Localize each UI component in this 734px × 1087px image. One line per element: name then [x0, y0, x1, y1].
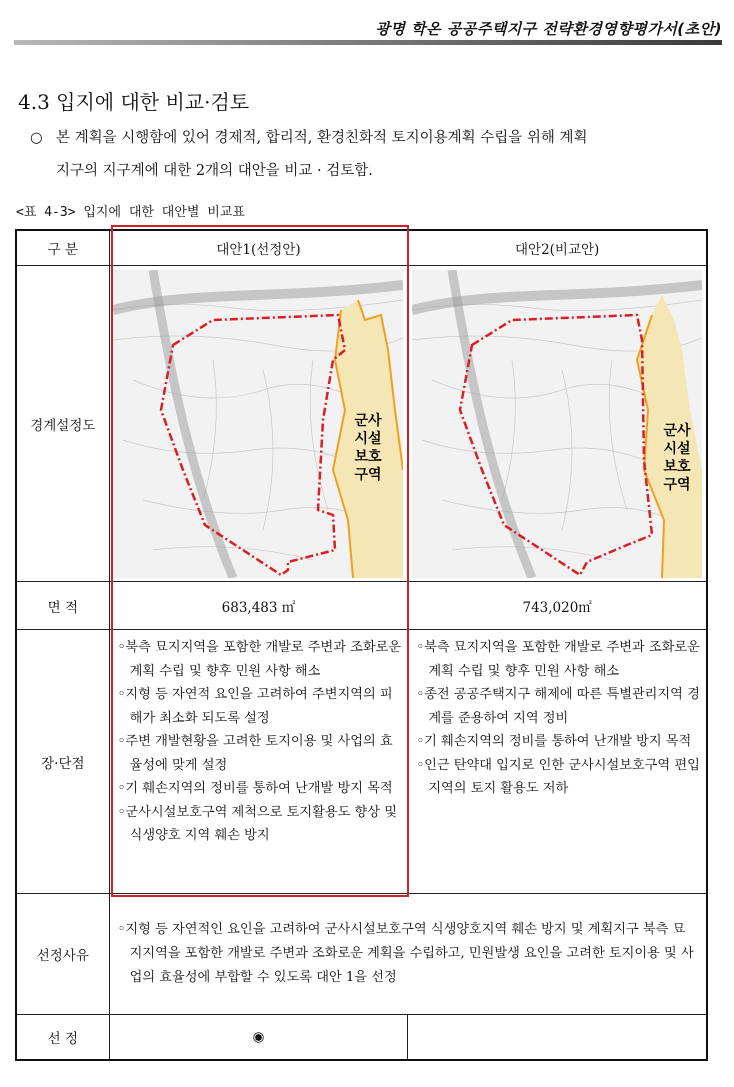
boundary-label: 경계설정도 [16, 266, 109, 582]
table-header-row [16, 230, 707, 266]
alt1-boundary-map [113, 270, 403, 578]
alt2-pros-cons [408, 630, 707, 894]
alt1-pros-cons [109, 630, 408, 894]
section-title: 4.3 입지에 대한 비교·검토 [18, 90, 250, 114]
alt2-area: 743,020㎡ [408, 582, 707, 630]
header-alt1: 대안1(선정안) [109, 230, 408, 266]
alt1-map-label-4: 구역 [354, 466, 382, 483]
alt1-area: 683,483 ㎡ [109, 582, 408, 630]
pros-cons-label: 장·단점 [16, 630, 109, 894]
intro-line-2: 지구의 지구계에 대한 2개의 대안을 비교 · 검토함. [56, 163, 373, 179]
header-category: 구 분 [16, 230, 109, 266]
intro-bullet: ○ [30, 130, 43, 146]
alt2-map-label-2: 시설 [663, 440, 691, 457]
alt1-selection-mark: ◉ [109, 1015, 408, 1061]
comparison-table [15, 229, 708, 1061]
selection-row [16, 1015, 707, 1061]
alt1-pros-item: ◦군사시설보호구역 제척으로 토지활용도 향상 및 식생양호 지역 훼손 방지 [117, 804, 397, 843]
pros-cons-row [16, 630, 707, 894]
alt2-map-label-1: 군사 [663, 422, 691, 439]
alt2-map-label-3: 보호 [663, 458, 691, 475]
alt2-selection-mark [408, 1015, 707, 1061]
alt1-pros-item: ◦북측 묘지지역을 포함한 개발로 주변과 조화로운 계획 수립 및 향후 민원 사항 해소 [117, 640, 402, 679]
alt2-pros-item: ◦종전 공공주택지구 해제에 따른 특별관리지역 경계를 준용하여 지역 정비 [416, 687, 700, 726]
alt2-pros-item: ◦인근 탄약대 입지로 인한 군사시설보호구역 편입지역의 토지 활용도 저하 [416, 757, 700, 796]
table-caption: <표 4-3> 입지에 대한 대안별 비교표 [16, 205, 245, 220]
alt2-boundary-map-cell [408, 266, 707, 582]
header-divider [14, 40, 722, 45]
header-alt2: 대안2(비교안) [408, 230, 707, 266]
selection-label: 선 정 [16, 1015, 109, 1061]
area-row [16, 582, 707, 630]
reason-row [16, 894, 707, 1015]
area-label: 면 적 [16, 582, 109, 630]
alt1-map-label-1: 군사 [354, 412, 382, 429]
alt1-pros-item: ◦기 훼손지역의 정비를 통하여 난개발 방지 목적 [117, 781, 393, 796]
intro-line-1: 본 계획을 시행함에 있어 경제적, 합리적, 환경친화적 토지이용계획 수립을 위해 계획 [56, 130, 588, 146]
intro-paragraph [30, 122, 710, 188]
document-header-title: 광명 학온 공공주택지구 전략환경영향평가서(초안) [375, 20, 722, 38]
alt2-pros-item: ◦북측 묘지지역을 포함한 개발로 주변과 조화로운 계획 수립 및 향후 민원 사항 해소 [416, 640, 700, 679]
alt1-pros-item: ◦지형 등 자연적 요인을 고려하여 주변지역의 피해가 최소화 되도록 설정 [117, 687, 393, 726]
alt1-map-label-2: 시설 [354, 430, 382, 447]
reason-text: ◦지형 등 자연적인 요인을 고려하여 군사시설보호구역 식생양호지역 훼손 방지 및 계획지구 북측 묘지지역을 포함한 개발로 주변과 조화로운 계획을 수립하고, 민원발생 요인을 고려한 토지이용 및 사업의 효율성에 부합할 수 있도록 대안 1을 선정 [117, 922, 694, 985]
alt2-pros-item: ◦기 훼손지역의 정비를 통하여 난개발 방지 목적 [416, 734, 692, 749]
reason-cell [109, 894, 707, 1015]
reason-label: 선정사유 [16, 894, 109, 1015]
alt2-map-label-4: 구역 [663, 476, 691, 493]
alt1-pros-item: ◦주변 개발현황을 고려한 토지이용 및 사업의 효율성에 맞게 설정 [117, 734, 393, 773]
alt1-map-label-3: 보호 [354, 448, 382, 465]
boundary-row [16, 266, 707, 582]
alt2-boundary-map [412, 270, 702, 578]
alt1-boundary-map-cell [109, 266, 408, 582]
